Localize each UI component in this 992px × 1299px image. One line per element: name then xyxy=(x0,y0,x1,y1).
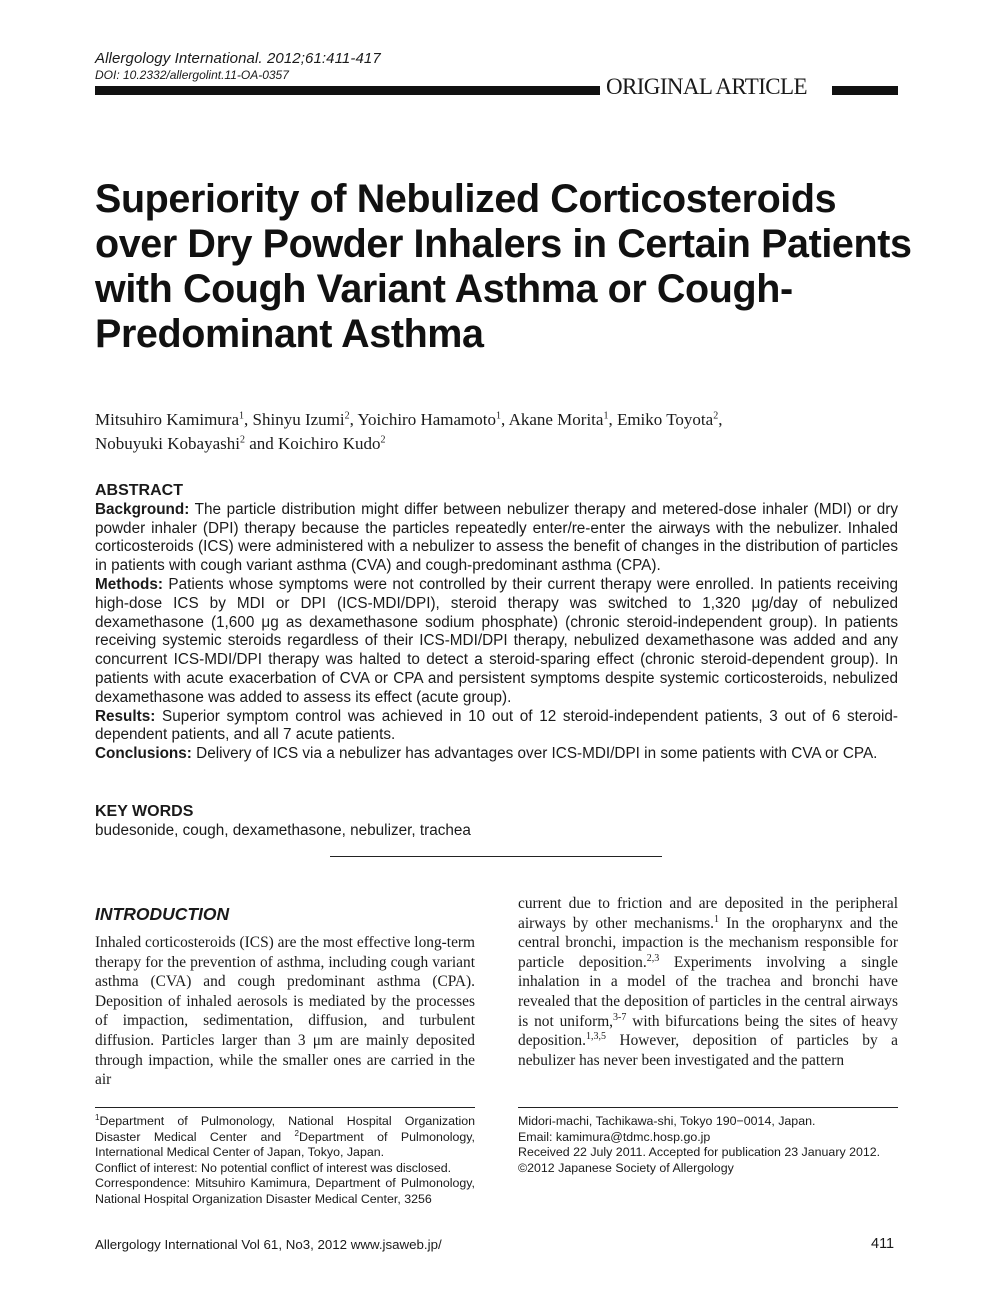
author-affiliation-marker: 2 xyxy=(239,434,245,446)
address: Midori-machi, Tachikawa-shi, Tokyo 190−0014, Japan. xyxy=(518,1114,816,1128)
correspondence: Correspondence: Mitsuhiro Kamimura, Department of Pulmonology, National Hospital Organization Disaster Medical Center, 3256 xyxy=(95,1176,475,1206)
author-name: Emiko Toyota xyxy=(616,410,714,429)
doi[interactable]: DOI: 10.2332/allergolint.11-OA-0357 xyxy=(95,68,289,82)
intro-text-a: current due to friction and are deposited in the peripheral airways by other mechanisms. xyxy=(518,895,898,932)
author-separator: , xyxy=(718,410,723,429)
citation-ref[interactable]: 1,3,5 xyxy=(585,1031,606,1043)
page-number: 411 xyxy=(871,1236,895,1252)
author-affiliation-marker: 1 xyxy=(239,410,245,422)
abstract-heading: ABSTRACT xyxy=(95,482,183,499)
aff-marker: 2 xyxy=(294,1128,299,1138)
author-separator: , xyxy=(244,410,253,429)
abstract-methods xyxy=(95,576,898,708)
intro-text-d: with bifurcations being the sites of heavy deposition. xyxy=(518,1012,898,1050)
introduction-heading: INTRODUCTION xyxy=(95,904,230,924)
author-separator: , xyxy=(349,410,358,429)
aff-marker: 1 xyxy=(95,1112,100,1122)
conclusions-text: Delivery of ICS via a nebulizer has advantages over ICS-MDI/DPI in some patients with CVA or CPA. xyxy=(196,745,878,763)
keywords-text: budesonide, cough, dexamethasone, nebulizer, trachea xyxy=(95,822,471,839)
author-list xyxy=(95,408,895,456)
affiliation-1: Department of Pulmonology, National Hospital Organization Disaster Medical Center and xyxy=(95,1114,475,1144)
results-label: Results: xyxy=(95,707,156,725)
header-rule-right xyxy=(832,86,898,95)
abstract-results xyxy=(95,708,898,746)
author-affiliation-marker: 2 xyxy=(344,410,350,422)
conflict-statement: Conflict of interest: No potential conflict of interest was disclosed. xyxy=(95,1160,452,1175)
conclusions-label: Conclusions: xyxy=(95,745,192,763)
author-name: Nobuyuki Kobayashi xyxy=(95,434,240,453)
footnote-rule-left xyxy=(95,1107,475,1108)
affiliations xyxy=(95,1114,475,1161)
author-separator: , xyxy=(501,410,509,429)
abstract xyxy=(95,482,898,764)
citation-ref[interactable]: 3-7 xyxy=(613,1011,627,1023)
footnotes-left xyxy=(95,1114,475,1208)
journal-citation: Allergology International. 2012;61:411-417 xyxy=(95,50,381,67)
author-affiliation-marker: 1 xyxy=(496,410,501,422)
received-dates: Received 22 July 2011. Accepted for publication 23 January 2012. xyxy=(518,1145,881,1160)
background-label: Background: xyxy=(95,500,190,518)
author-separator: , xyxy=(608,410,617,429)
author-name: Yoichiro Hamamoto xyxy=(357,410,496,429)
author-affiliation-marker: 2 xyxy=(380,434,386,446)
footnote-rule-right xyxy=(518,1107,898,1108)
methods-text: Patients whose symptoms were not controlled by their current therapy were enrolled. In patients receiving high-dose ICS by MDI or DPI (ICS-MDI/DPI), steroid therapy was switched to 1,320 μg/day of nebulized dexamethasone (1,600 μg as dexamethasone sodium phosphate) (chronic steroid-independent group). In patients receiving systemic steroids regardless of their ICS-MDI/DPI therapy, nebulized dexamethasone was added and any concurrent ICS-MDI/DPI therapy was halted to detect a steroid-sparing effect (chronic steroid-dependent group). In patients with acute exacerbation of CVA or CPA and persistent symptoms despite systemic corticosteroids, nebulized dexamethasone was added to assess its effect (acute group). xyxy=(95,575,899,706)
section-divider xyxy=(330,856,662,857)
header-rule-left xyxy=(95,86,600,95)
background-text: The particle distribution might differ between nebulizer therapy and metered-dose inhaler (MDI) or dry powder inhaler (DPI) therapy because the particles repeatedly enter/re-enter the airways with the nebulizer. Inhaled corticosteroids (ICS) were administered with a nebulizer to assess the benefit of changes in the distribution of particles in patients with cough variant asthma (CVA) and cough-predominant asthma (CPA). xyxy=(95,500,898,575)
article-title: Superiority of Nebulized Corticosteroids over Dry Powder Inhalers in Certain Patients with Cough Variant Asthma or Cough-Predominant Asthma xyxy=(95,177,912,356)
author-separator: and xyxy=(244,434,279,453)
author-name: Shinyu Izumi xyxy=(252,410,345,429)
results-text: Superior symptom control was achieved in 10 out of 12 steroid-independent patients, 3 out of 6 steroid-dependent patients, and all 7 acute patients. xyxy=(95,707,899,744)
intro-text-b: In the oropharynx and the central bronchi, impaction is the mechanism responsible for particle deposition. xyxy=(518,914,898,971)
affiliation-2: Department of Pulmonology, International Medical Center of Japan, Tokyo, Japan. xyxy=(95,1129,475,1160)
author-name: Akane Morita xyxy=(508,410,604,429)
introduction-column-2 xyxy=(518,894,898,1070)
footer-journal: Allergology International Vol 61, No3, 2012 www.jsaweb.jp/ xyxy=(95,1237,442,1252)
keywords-heading: KEY WORDS xyxy=(95,803,194,820)
abstract-conclusions xyxy=(95,745,898,764)
author-affiliation-marker: 1 xyxy=(603,410,609,422)
abstract-background xyxy=(95,501,898,576)
citation-ref[interactable]: 2,3 xyxy=(646,952,660,964)
methods-label: Methods: xyxy=(95,575,163,593)
copyright: ©2012 Japanese Society of Allergology xyxy=(518,1160,734,1175)
footnotes-right xyxy=(518,1114,898,1176)
author-name: Koichiro Kudo xyxy=(278,434,381,453)
author-name: Mitsuhiro Kamimura xyxy=(95,410,240,429)
introduction-column-1: Inhaled corticosteroids (ICS) are the most effective long-term therapy for the prevention of asthma, including cough variant asthma (CVA) and cough predominant asthma (CPA). Deposition of inhaled aerosols is mediated by the processes of impaction, sedimentation, diffusion, and turbulent diffusion. Particles larger than 3 μm are mainly deposited through impaction, while the smaller ones are carried in the air xyxy=(95,934,475,1089)
intro-text-e: However, deposition of particles by a nebulizer has never been investigated and the pattern xyxy=(518,1032,898,1069)
citation-ref[interactable]: 1 xyxy=(714,913,720,925)
article-type-label: ORIGINAL ARTICLE xyxy=(606,74,807,99)
keywords-section xyxy=(95,802,898,840)
intro-text-c: Experiments involving a single inhalation in a model of the trachea and bronchi have revealed that the deposition of particles in the central airways is not uniform, xyxy=(518,953,898,1030)
email[interactable]: Email: kamimura@tdmc.hosp.go.jp xyxy=(518,1129,711,1144)
author-affiliation-marker: 2 xyxy=(713,410,719,422)
